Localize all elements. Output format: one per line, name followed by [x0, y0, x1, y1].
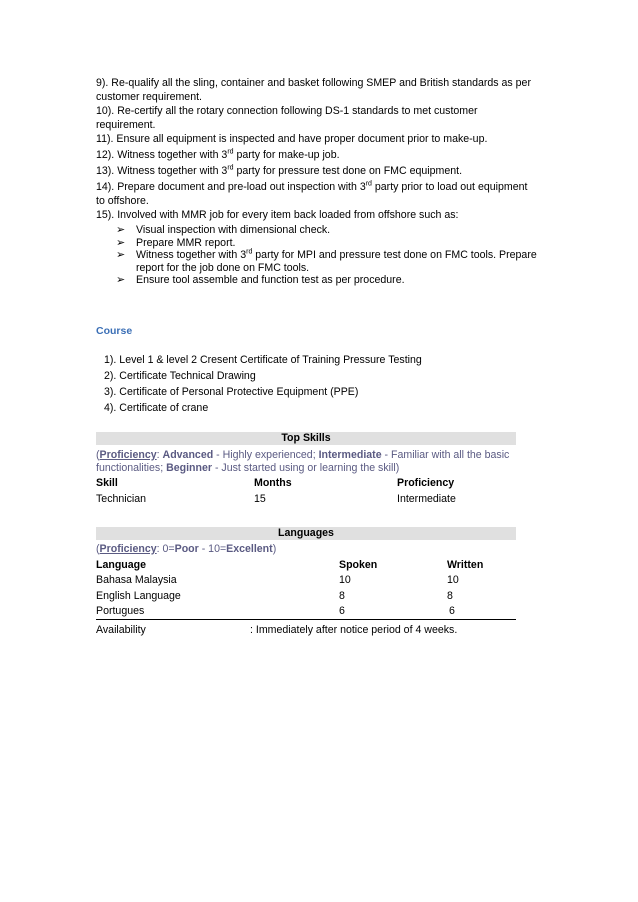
- ordinal-suffix: rd: [365, 180, 372, 188]
- duty-text: 15). Involved with MMR job for every item back loaded from offshore such as:: [96, 209, 459, 221]
- legend-text: (: [96, 449, 100, 461]
- language-cell-written: 6: [449, 605, 455, 617]
- legend-level: Advanced: [162, 449, 214, 461]
- course-item: 1). Level 1 & level 2 Cresent Certificate of Training Pressure Testing: [104, 354, 422, 366]
- duty-item-9: [96, 76, 546, 104]
- duty-text: 10). Re-certify all the rotary connection following DS-1 standards to met customer: [96, 105, 478, 117]
- section-divider: [96, 619, 516, 620]
- bullet-text: [116, 249, 546, 275]
- legend-text: - Highly experienced;: [213, 449, 319, 461]
- languages-title: Languages: [278, 527, 334, 539]
- duty-text: 9). Re-qualify all the sling, container and basket following SMEP and British standards as per: [96, 77, 531, 89]
- legend-text: : 0=: [156, 543, 175, 555]
- bullet-text: Prepare MMR report.: [136, 237, 236, 249]
- bullet-text-part: Witness together with 3: [136, 249, 247, 261]
- legend-text: - Just started using or learning the skill): [212, 462, 400, 474]
- duty-text: 14). Prepare document and pre-load out inspection with 3: [96, 181, 366, 193]
- languages-proficiency-legend: [96, 543, 536, 556]
- duty-item-10: [96, 104, 546, 132]
- top-skills-header-bar: [96, 432, 516, 445]
- languages-header-bar: [96, 527, 516, 540]
- bullet-item: [116, 224, 546, 237]
- arrow-bullet-icon: ➢: [116, 224, 126, 236]
- skills-header-skill: Skill: [96, 477, 118, 489]
- ordinal-suffix: rd: [227, 164, 234, 172]
- language-cell-name: Portugues: [96, 605, 145, 617]
- duty-text: party for make-up job.: [233, 149, 340, 161]
- skill-cell-name: Technician: [96, 493, 147, 505]
- duty-text: to offshore.: [96, 195, 149, 207]
- duty-item-13: [96, 164, 546, 178]
- duty-text: requirement.: [96, 119, 156, 131]
- duty-item-14: [96, 180, 546, 208]
- legend-proficiency: Proficiency: [99, 449, 157, 461]
- skills-header-months: Months: [254, 477, 292, 489]
- languages-header-spoken: Spoken: [339, 559, 378, 571]
- legend-level: Excellent: [226, 543, 273, 555]
- arrow-bullet-icon: ➢: [116, 237, 126, 249]
- languages-header-language: Language: [96, 559, 147, 571]
- bullet-item: [116, 249, 546, 275]
- duty-text: customer requirement.: [96, 91, 202, 103]
- availability-label: Availability: [96, 624, 146, 636]
- legend-text: - Familiar with all the basic functionalities;: [96, 449, 510, 474]
- duty-text: 13). Witness together with 3: [96, 165, 228, 177]
- top-skills-title: Top Skills: [281, 432, 331, 444]
- skills-header-proficiency: Proficiency: [397, 477, 455, 489]
- course-item: 3). Certificate of Personal Protective Equipment (PPE): [104, 386, 359, 398]
- language-cell-name: English Language: [96, 590, 181, 602]
- ordinal-suffix: rd: [246, 248, 253, 256]
- bullet-text-part: party for MPI and pressure test done on FMC tools. Prepare report for the job done on FMC tools.: [136, 249, 537, 274]
- duty-text: party for pressure test done on FMC equipment.: [233, 165, 463, 177]
- language-cell-written: 10: [447, 574, 459, 586]
- legend-text: - 10=: [198, 543, 227, 555]
- bullet-text: Ensure tool assemble and function test as per procedure.: [136, 274, 405, 286]
- duty-text: 12). Witness together with 3: [96, 149, 228, 161]
- course-item: 2). Certificate Technical Drawing: [104, 370, 256, 382]
- course-item: 4). Certificate of crane: [104, 402, 209, 414]
- arrow-bullet-icon: ➢: [116, 249, 126, 261]
- skills-proficiency-legend: [96, 449, 536, 475]
- duty-item-15: [96, 208, 546, 222]
- language-cell-name: Bahasa Malaysia: [96, 574, 177, 586]
- course-heading: Course: [96, 325, 133, 337]
- legend-text: :: [156, 449, 163, 461]
- language-cell-spoken: 6: [339, 605, 345, 617]
- duty-text: 11). Ensure all equipment is inspected and have proper document prior to make-up.: [96, 133, 488, 145]
- legend-text: ): [272, 543, 277, 555]
- bullet-item: [116, 274, 546, 287]
- legend-level: Poor: [174, 543, 199, 555]
- arrow-bullet-icon: ➢: [116, 274, 126, 286]
- legend-level: Intermediate: [318, 449, 382, 461]
- language-cell-spoken: 10: [339, 574, 351, 586]
- languages-header-written: Written: [447, 559, 484, 571]
- skill-cell-proficiency: Intermediate: [397, 493, 456, 505]
- skill-cell-months: 15: [254, 493, 266, 505]
- legend-level: Beginner: [166, 462, 212, 474]
- duty-item-12: [96, 148, 546, 162]
- language-cell-written: 8: [447, 590, 453, 602]
- bullet-text: Visual inspection with dimensional check.: [136, 224, 331, 236]
- duty-text: party prior to load out equipment: [371, 181, 528, 193]
- legend-text: (: [96, 543, 100, 555]
- availability-value: : Immediately after notice period of 4 weeks.: [250, 624, 458, 636]
- duty-item-11: [96, 132, 546, 146]
- legend-proficiency: Proficiency: [99, 543, 157, 555]
- ordinal-suffix: rd: [227, 148, 234, 156]
- language-cell-spoken: 8: [339, 590, 345, 602]
